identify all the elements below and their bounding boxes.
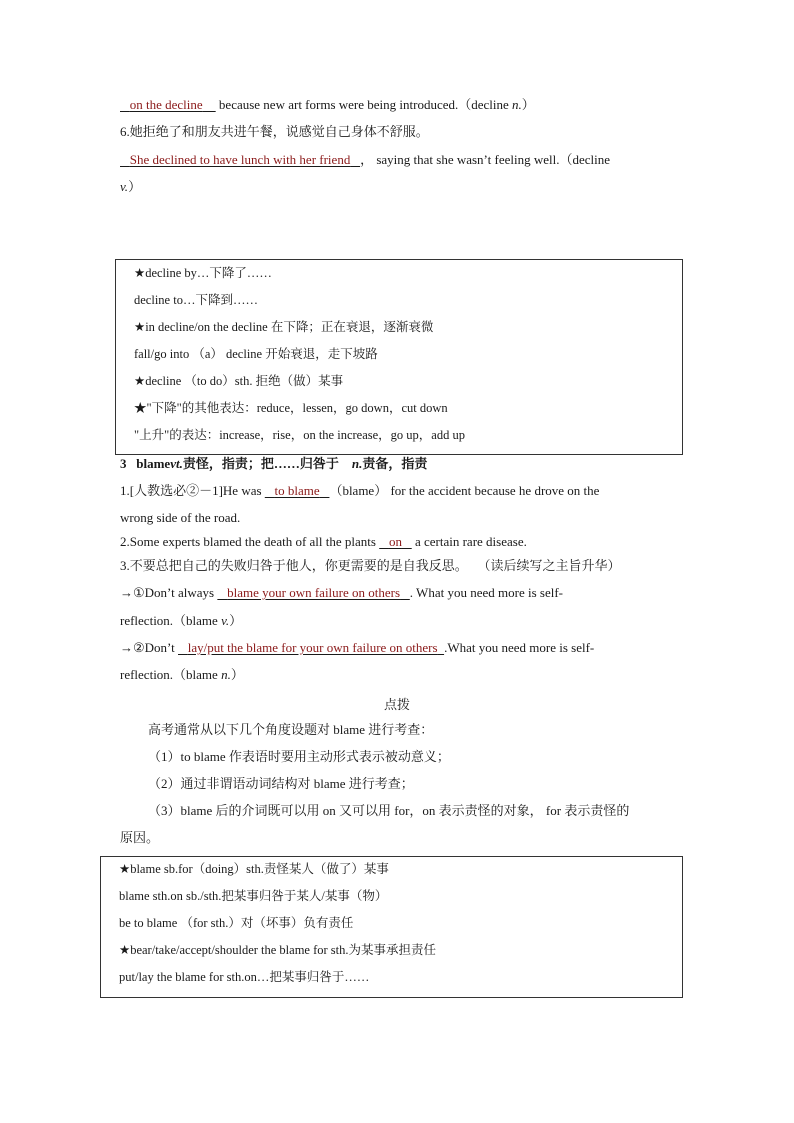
part-of-speech: n. <box>351 456 363 471</box>
question-2-line <box>120 534 527 550</box>
question-3a-line <box>120 585 563 601</box>
sentence-text: ， saying that she wasn’t feeling well.（decline <box>360 152 611 167</box>
part-of-speech: v. <box>221 613 230 628</box>
part-of-speech: n. <box>512 97 522 112</box>
paren-close: ） <box>229 613 243 628</box>
answer-blank: on <box>388 534 402 549</box>
usage-line: ★decline by…下降了…… <box>134 266 272 280</box>
tip-point-3-cont: 原因。 <box>120 830 160 845</box>
question-3b-line-2 <box>120 667 244 683</box>
part-of-speech: n. <box>221 667 231 682</box>
sentence-text: reflection.（blame <box>120 667 222 682</box>
decline-usage-box <box>115 259 683 455</box>
usage-line: ★"下降"的其他表达：reduce，lessen，go down，cut down <box>134 401 448 415</box>
answer-blank: blame your own failure on others <box>227 585 401 600</box>
usage-line: fall/go into （a） decline 开始衰退，走下坡路 <box>134 347 378 361</box>
part-of-speech: vt. <box>170 456 183 471</box>
item-number: 3 <box>120 456 127 471</box>
answer-blank: to blame <box>274 483 320 498</box>
blame-heading <box>120 456 427 472</box>
question-6-prompt: 6.她拒绝了和朋友共进午餐，说感觉自己身体不舒服。 <box>120 124 429 139</box>
question-6-answer-line <box>120 152 610 168</box>
usage-line: blame sth.on sb./sth.把某事归咎于某人/某事（物） <box>119 889 388 903</box>
usage-line: decline to…下降到…… <box>134 293 258 307</box>
paren-close: ） <box>521 97 535 112</box>
sentence-text: 2.Some experts blamed the death of all the plants <box>120 534 380 549</box>
usage-line: be to blame （for sth.）对（坏事）负有责任 <box>119 916 354 930</box>
answer-blank: She declined to have lunch with her friend <box>129 152 351 167</box>
usage-line: "上升"的表达：increase，rise，on the increase，go up，add up <box>134 428 465 442</box>
question-1-line <box>120 483 599 499</box>
answer-blank: on the decline <box>129 97 203 112</box>
usage-line: ★in decline/on the decline 在下降；正在衰退，逐渐衰微 <box>134 320 434 334</box>
tip-point-2: （2）通过非谓语动词结构对 blame 进行考查； <box>148 776 414 791</box>
paren-close: ） <box>128 179 142 194</box>
paren-close: ） <box>230 667 244 682</box>
question-6-answer-line-2 <box>120 179 141 195</box>
sentence-text: . What you need more is self- <box>409 585 563 600</box>
headword: blame <box>136 456 171 471</box>
usage-line: ★blame sb.for（doing）sth.责怪某人（做了）某事 <box>119 862 389 876</box>
sentence-text: 1.[人教选必②－1]He was <box>120 483 265 498</box>
tip-title: 点拨 <box>383 697 410 712</box>
sentence-text: because new art forms were being introduced.（decline <box>218 97 513 112</box>
blame-usage-box <box>100 856 683 998</box>
prompt-note: （读后续写之主旨升华） <box>477 558 621 573</box>
question-3b-line <box>120 640 594 656</box>
definition: 责怪，指责；把……归咎于 <box>182 456 339 471</box>
tip-point-3: （3）blame 后的介词既可以用 on 又可以用 for，on 表示责怪的对象， for 表示责怪的 <box>148 803 630 818</box>
sentence-text: a certain rare disease. <box>411 534 527 549</box>
sentence-text: .What you need more is self- <box>444 640 595 655</box>
answer-blank: lay/put the blame for your own failure on others <box>187 640 438 655</box>
usage-line: ★bear/take/accept/shoulder the blame for sth.为某事承担责任 <box>119 943 437 957</box>
question-3a-line-2 <box>120 613 242 629</box>
sentence-text: （blame） for the accident because he drove on the <box>329 483 600 498</box>
prompt-text: 3.不要总把自己的失败归咎于他人，你更需要的是自我反思。 <box>120 558 468 573</box>
sentence-5-line <box>120 97 535 113</box>
question-1-line-2: wrong side of the road. <box>120 510 241 525</box>
usage-line: ★decline （to do）sth. 拒绝（做）某事 <box>134 374 344 388</box>
sentence-text: →②Don’t <box>120 640 178 655</box>
definition: 责备，指责 <box>362 456 428 471</box>
part-of-speech: v. <box>120 179 129 194</box>
sentence-text: →①Don’t always <box>120 585 218 600</box>
sentence-text: reflection.（blame <box>120 613 222 628</box>
tip-point-1: （1）to blame 作表语时要用主动形式表示被动意义； <box>148 749 450 764</box>
usage-line: put/lay the blame for sth.on…把某事归咎于…… <box>119 970 370 984</box>
question-3-prompt <box>120 558 621 574</box>
tip-intro: 高考通常从以下几个角度设题对 blame 进行考查： <box>148 722 434 737</box>
